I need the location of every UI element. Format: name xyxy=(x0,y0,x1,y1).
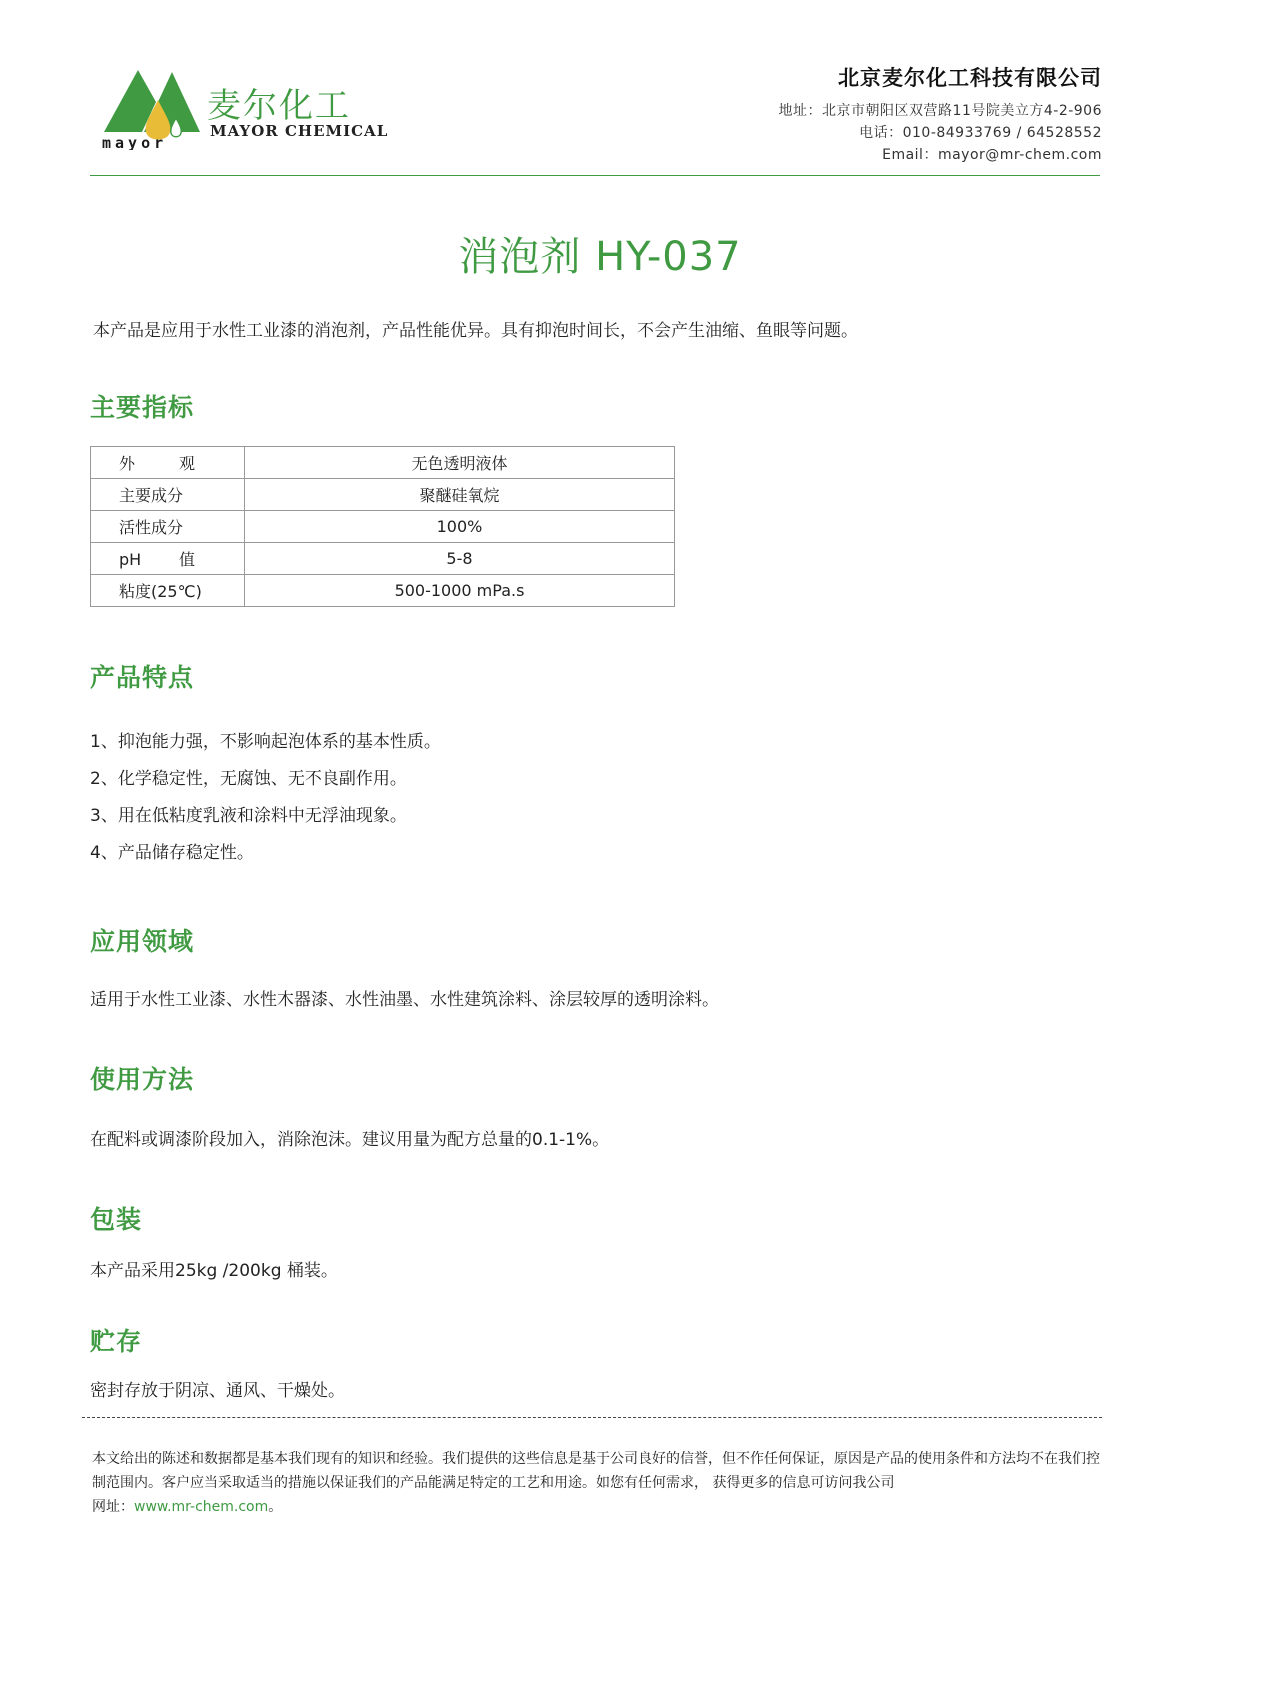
website-suffix: 。 xyxy=(268,1499,283,1515)
table-row xyxy=(91,575,675,607)
application-heading: 应用领域 xyxy=(90,927,195,956)
footer-divider xyxy=(82,1417,1102,1418)
features-heading: 产品特点 xyxy=(90,663,195,692)
usage-heading: 使用方法 xyxy=(90,1065,195,1094)
spec-label: 主要成分 xyxy=(91,479,245,511)
packaging-text: 本产品采用25kg /200kg 桶装。 xyxy=(90,1261,338,1281)
product-intro: 本产品是应用于水性工业漆的消泡剂，产品性能优异。具有抑泡时间长，不会产生油缩、鱼眼等问题。 xyxy=(93,321,858,341)
footer-disclaimer xyxy=(92,1447,1107,1519)
features-list xyxy=(90,730,441,878)
table-row xyxy=(91,511,675,543)
company-email: Email：mayor@mr-chem.com xyxy=(882,147,1102,163)
spec-label-part: 外 xyxy=(119,454,136,473)
usage-text: 在配料或调漆阶段加入，消除泡沫。建议用量为配方总量的0.1-1%。 xyxy=(90,1130,610,1150)
table-row xyxy=(91,479,675,511)
spec-label: 活性成分 xyxy=(91,511,245,543)
spec-label xyxy=(91,543,245,575)
application-text: 适用于水性工业漆、水性木器漆、水性油墨、水性建筑涂料、涂层较厚的透明涂料。 xyxy=(90,990,719,1010)
spec-label-part: pH xyxy=(119,550,142,569)
spec-table xyxy=(90,446,675,607)
spec-label: 粘度(25℃) xyxy=(91,575,245,607)
spec-value: 5-8 xyxy=(245,543,675,575)
spec-value: 100% xyxy=(245,511,675,543)
list-item: 1、抑泡能力强，不影响起泡体系的基本性质。 xyxy=(90,732,441,752)
company-address: 地址：北京市朝阳区双营路11号院美立方4-2-906 xyxy=(778,103,1102,119)
website-label: 网址： xyxy=(92,1499,134,1515)
company-logo xyxy=(100,62,389,152)
header-divider xyxy=(90,175,1100,176)
list-item: 2、化学稳定性，无腐蚀、无不良副作用。 xyxy=(90,769,407,789)
spec-value: 无色透明液体 xyxy=(245,447,675,479)
spec-label-part: 观 xyxy=(179,454,196,473)
logo-mark-text: mayor xyxy=(102,134,168,150)
storage-text: 密封存放于阴凉、通风、干燥处。 xyxy=(90,1381,345,1401)
table-row xyxy=(91,447,675,479)
brand-name-cn: 麦尔化工 xyxy=(207,86,351,126)
document-title: 消泡剂 HY-037 xyxy=(458,234,742,280)
logo-mark-icon xyxy=(100,62,205,150)
packaging-heading: 包装 xyxy=(90,1205,143,1234)
spec-label-part: 值 xyxy=(179,550,196,569)
company-name: 北京麦尔化工科技有限公司 xyxy=(838,66,1102,90)
specs-heading: 主要指标 xyxy=(90,393,195,422)
company-info xyxy=(779,62,1102,166)
list-item: 3、用在低粘度乳液和涂料中无浮油现象。 xyxy=(90,806,407,826)
spec-value: 聚醚硅氧烷 xyxy=(245,479,675,511)
disclaimer-text: 本文给出的陈述和数据都是基本我们现有的知识和经验。我们提供的这些信息是基于公司良好的信誉，但不作任何保证，原因是产品的使用条件和方法均不在我们控制范围内。客户应当采取适当的措施以保证我们的产品能满足特定的工艺和用途。如您有任何需求， 获得更多的信息可访问我公司 xyxy=(92,1451,1100,1491)
brand-name-en: MAYOR CHEMICAL xyxy=(210,122,389,140)
list-item: 4、产品储存稳定性。 xyxy=(90,843,254,863)
spec-label xyxy=(91,447,245,479)
spec-value: 500-1000 mPa.s xyxy=(245,575,675,607)
website-link[interactable]: www.mr-chem.com xyxy=(134,1499,269,1515)
storage-heading: 贮存 xyxy=(90,1327,143,1356)
table-row xyxy=(91,543,675,575)
company-phone: 电话：010-84933769 / 64528552 xyxy=(859,125,1102,141)
